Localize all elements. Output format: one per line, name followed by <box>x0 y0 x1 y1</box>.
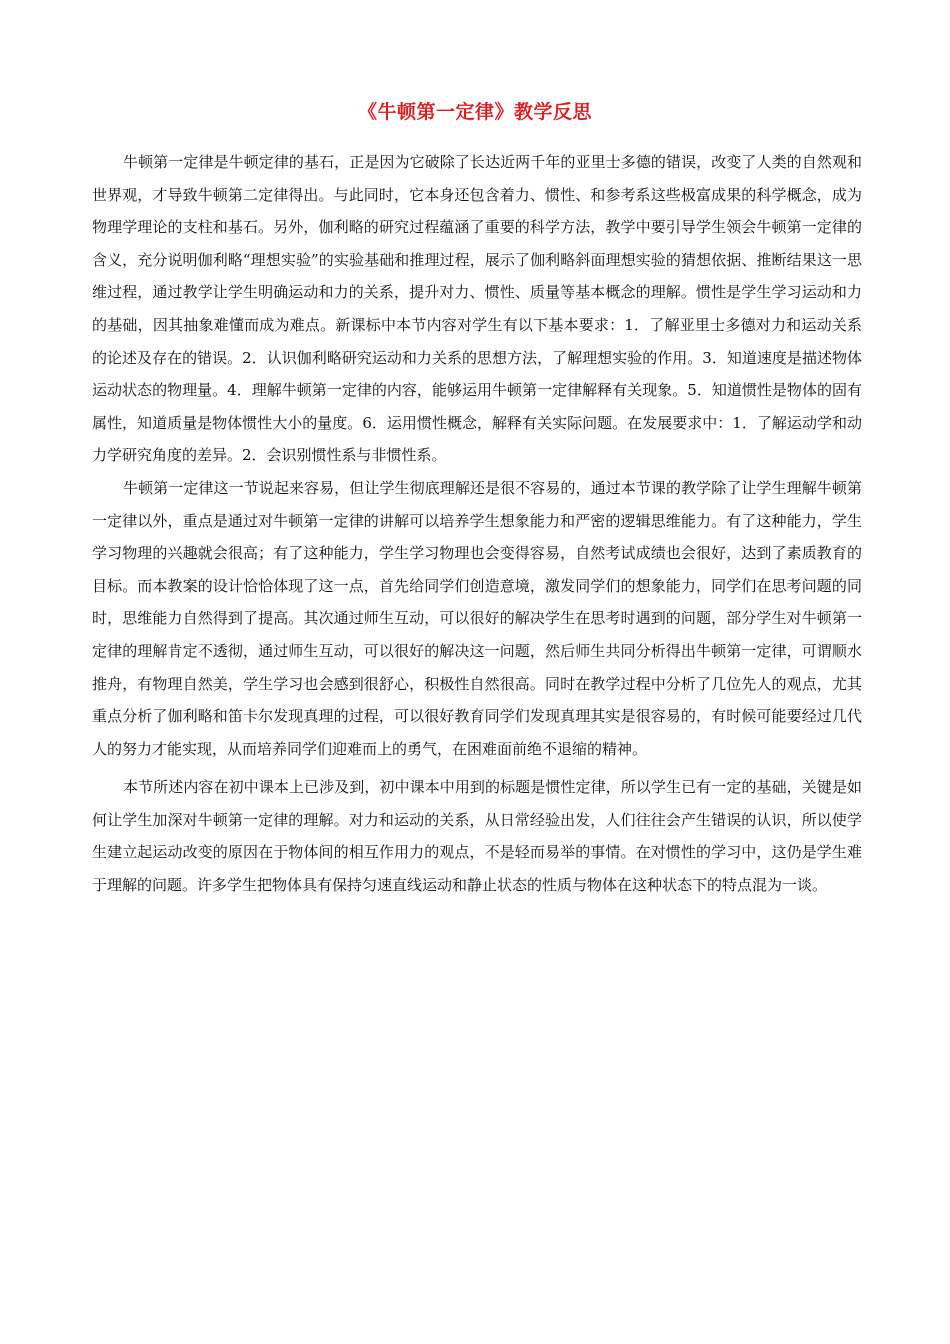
paragraph-1: 牛顿第一定律是牛顿定律的基石，正是因为它破除了长达近两千年的亚里士多德的错误，改变了人类的自然观和世界观，才导致牛顿第二定律得出。与此同时，它本身还包含着力、惯性、和参考系这些极富成果的科学概念，成为物理学理论的支柱和基石。另外，伽利略的研究过程蕴涵了重要的科学方法，教学中要引导学生领会牛顿第一定律的含义，充分说明伽利略“理想实验”的实验基础和推理过程，展示了伽利略斜面理想实验的猜想依据、推断结果这一思维过程，通过教学让学生明确运动和力的关系，提升对力、惯性、质量等基本概念的理解。惯性是学生学习运动和力的基础，因其抽象难懂而成为难点。新课标中本节内容对学生有以下基本要求：1．了解亚里士多德对力和运动关系的论述及存在的错误。2．认识伽利略研究运动和力关系的思想方法，了解理想实验的作用。3．知道速度是描述物体运动状态的物理量。4．理解牛顿第一定律的内容，能够运用牛顿第一定律解释有关现象。5．知道惯性是物体的固有属性，知道质量是物体惯性大小的量度。6．运用惯性概念，解释有关实际问题。在发展要求中：1．了解运动学和动力学研究角度的差异。2．会识别惯性系与非惯性系。 <box>92 153 862 465</box>
paragraph-2: 牛顿第一定律这一节说起来容易，但让学生彻底理解还是很不容易的，通过本节课的教学除了让学生理解牛顿第一定律以外，重点是通过对牛顿第一定律的讲解可以培养学生想象能力和严密的逻辑思维能力。有了这种能力，学生学习物理的兴趣就会很高；有了这种能力，学生学习物理也会变得容易，自然考试成绩也会很好，达到了素质教育的目标。而本教案的设计恰恰体现了这一点，首先给同学们创造意境，激发同学们的想象能力，同学们在思考问题的同时，思维能力自然得到了提高。其次通过师生互动，可以很好的解决学生在思考时遇到的问题，部分学生对牛顿第一定律的理解肯定不透彻，通过师生互动，可以很好的解决这一问题，然后师生共同分析得出牛顿第一定律，可谓顺水推舟，有物理自然美，学生学习也会感到很舒心，积极性自然很高。同时在教学过程中分析了几位先人的观点，尤其重点分析了伽利略和笛卡尔发现真理的过程，可以很好教育同学们发现真理其实是很容易的，有时候可能要经过几代人的努力才能实现，从而培养同学们迎难而上的勇气，在困难面前绝不退缩的精神。 <box>92 478 862 758</box>
document-title: 《牛顿第一定律》教学反思 <box>357 101 592 123</box>
paragraph-3: 本节所述内容在初中课本上已涉及到，初中课本中用到的标题是惯性定律，所以学生已有一定的基础，关键是如何让学生加深对牛顿第一定律的理解。对力和运动的关系，从日常经验出发，人们往往会产生错误的认识，所以使学生建立起运动改变的原因在于物体间的相互作用力的观点，不是轻而易举的事情。在对惯性的学习中，这仍是学生难于理解的问题。许多学生把物体具有保持匀速直线运动和静止状态的性质与物体在这种状态下的特点混为一谈。 <box>92 778 862 895</box>
document-body <box>92 146 862 902</box>
